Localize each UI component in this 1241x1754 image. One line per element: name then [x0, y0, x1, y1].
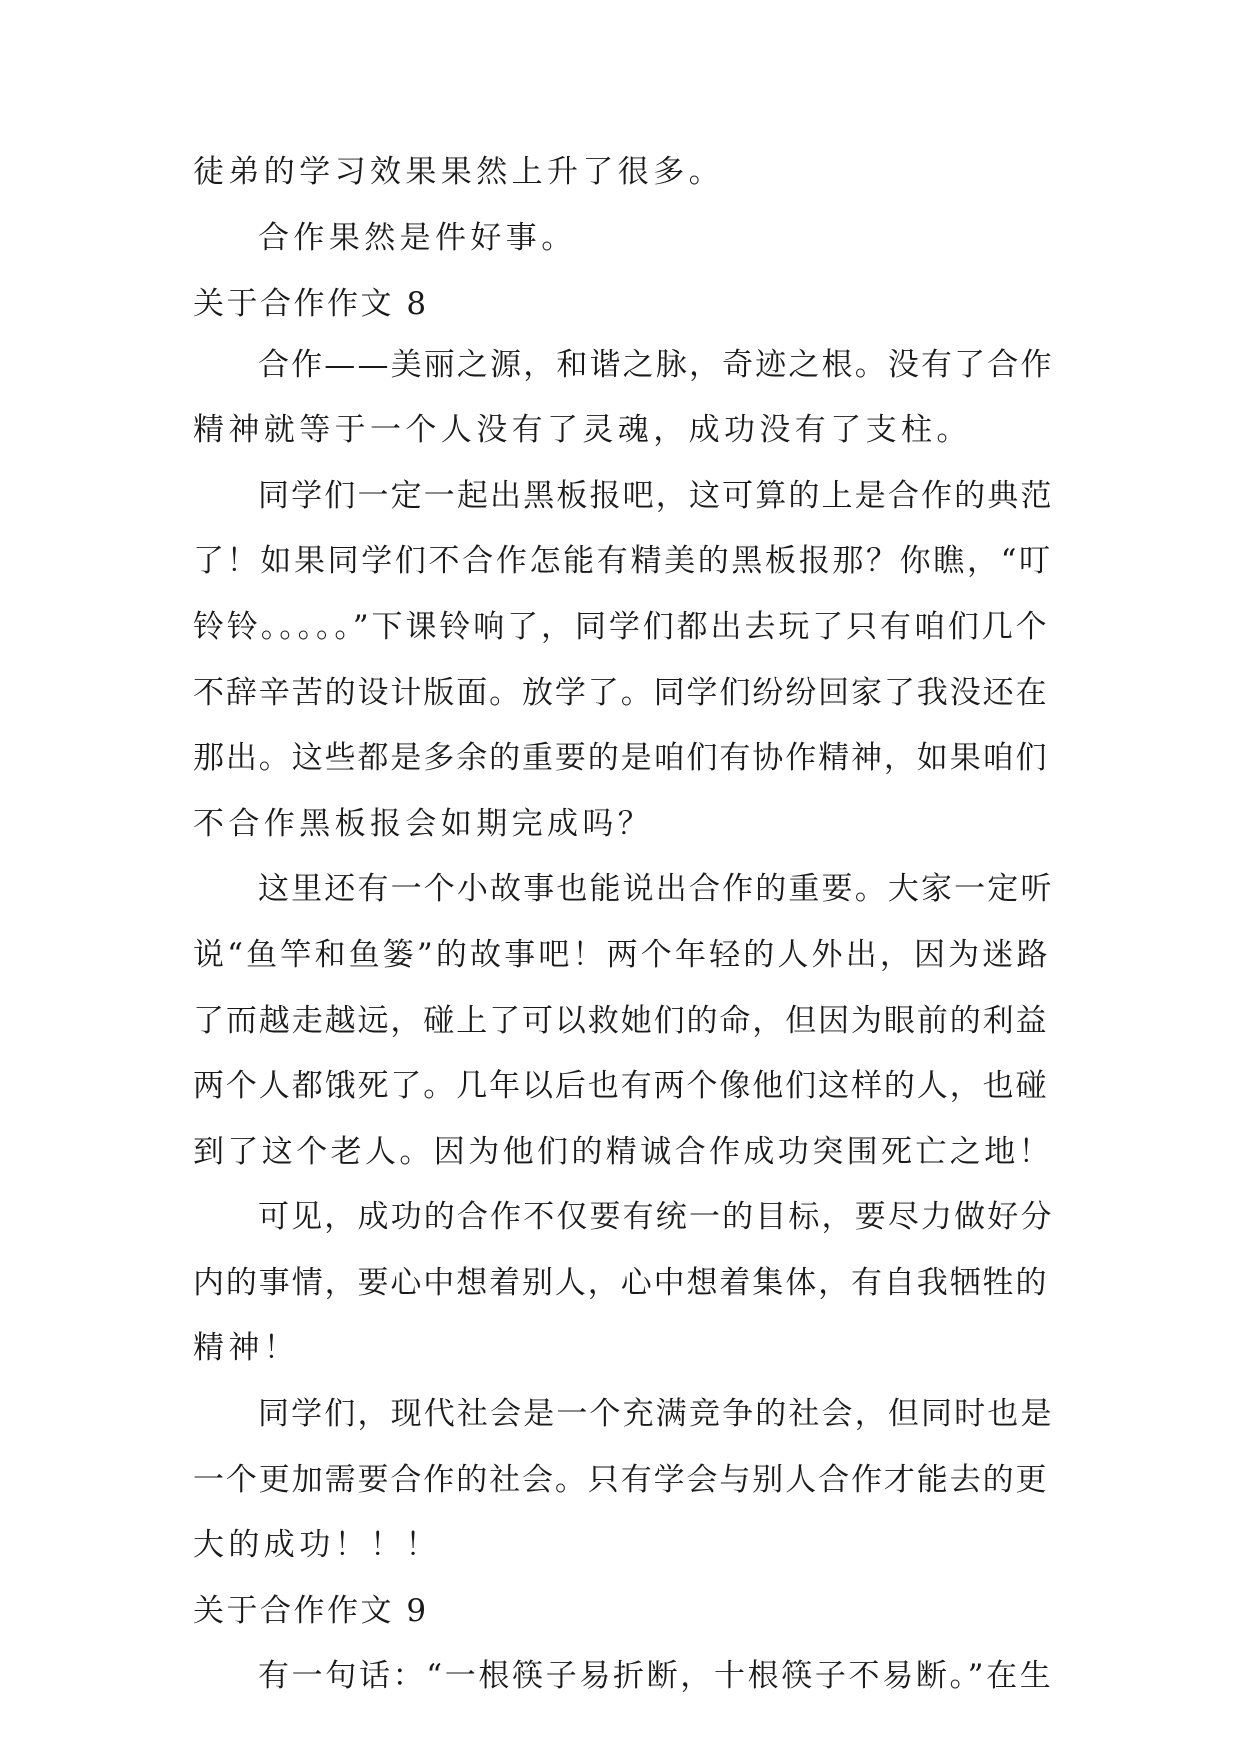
paragraph-line: 徒弟的学习效果果然上升了很多。 — [193, 154, 724, 190]
paragraph-line: 同学们，现代社会是一个充满竞争的社会，但同时也是 — [258, 1396, 1054, 1432]
paragraph-line: 合作果然是件好事。 — [258, 220, 577, 256]
paragraph-line: 有一句话：“一根筷子易折断，十根筷子不易断。”在生 — [258, 1658, 1054, 1694]
section-heading: 关于合作作文 8 — [193, 286, 429, 322]
paragraph-line: 精神就等于一个人没有了灵魂，成功没有了支柱。 — [193, 412, 972, 448]
paragraph-line: 那出。这些都是多余的重要的是咱们有协作精神，如果咱们 — [193, 740, 1049, 776]
paragraph-line: 大的成功！！！ — [193, 1527, 441, 1563]
paragraph-line: 精神！ — [193, 1330, 300, 1366]
paragraph-line: 了！如果同学们不合作怎能有精美的黑板报那？你瞧，“叮 — [193, 543, 1053, 579]
paragraph-line: 不辞辛苦的设计版面。放学了。同学们纷纷回家了我没还在 — [193, 675, 1049, 711]
paragraph-line: 可见，成功的合作不仅要有统一的目标，要尽力做好分 — [258, 1199, 1054, 1235]
paragraph-line: 合作——美丽之源，和谐之脉，奇迹之根。没有了合作 — [258, 347, 1054, 383]
paragraph-line: 了而越走越远，碰上了可以救她们的命，但因为眼前的利益 — [193, 1003, 1049, 1039]
paragraph-line: 同学们一定一起出黑板报吧，这可算的上是合作的典范 — [258, 478, 1054, 514]
paragraph-line: 一个更加需要合作的社会。只有学会与别人合作才能去的更 — [193, 1462, 1049, 1498]
section-heading: 关于合作作文 9 — [193, 1593, 429, 1629]
paragraph-line: 到了这个老人。因为他们的精诚合作成功突围死亡之地！ — [193, 1134, 1053, 1170]
paragraph-line: 不合作黑板报会如期完成吗？ — [193, 806, 654, 842]
paragraph-line: 铃铃。。。。。”下课铃响了，同学们都出去玩了只有咱们几个 — [193, 609, 1050, 645]
paragraph-line: 说“鱼竿和鱼篓”的故事吧！两个年轻的人外出，因为迷路 — [193, 937, 1051, 973]
paragraph-line: 两个人都饿死了。几年以后也有两个像他们这样的人，也碰 — [193, 1068, 1049, 1104]
paragraph-line: 这里还有一个小故事也能说出合作的重要。大家一定听 — [258, 871, 1054, 907]
paragraph-line: 内的事情，要心中想着别人，心中想着集体，有自我牺牲的 — [193, 1265, 1049, 1301]
